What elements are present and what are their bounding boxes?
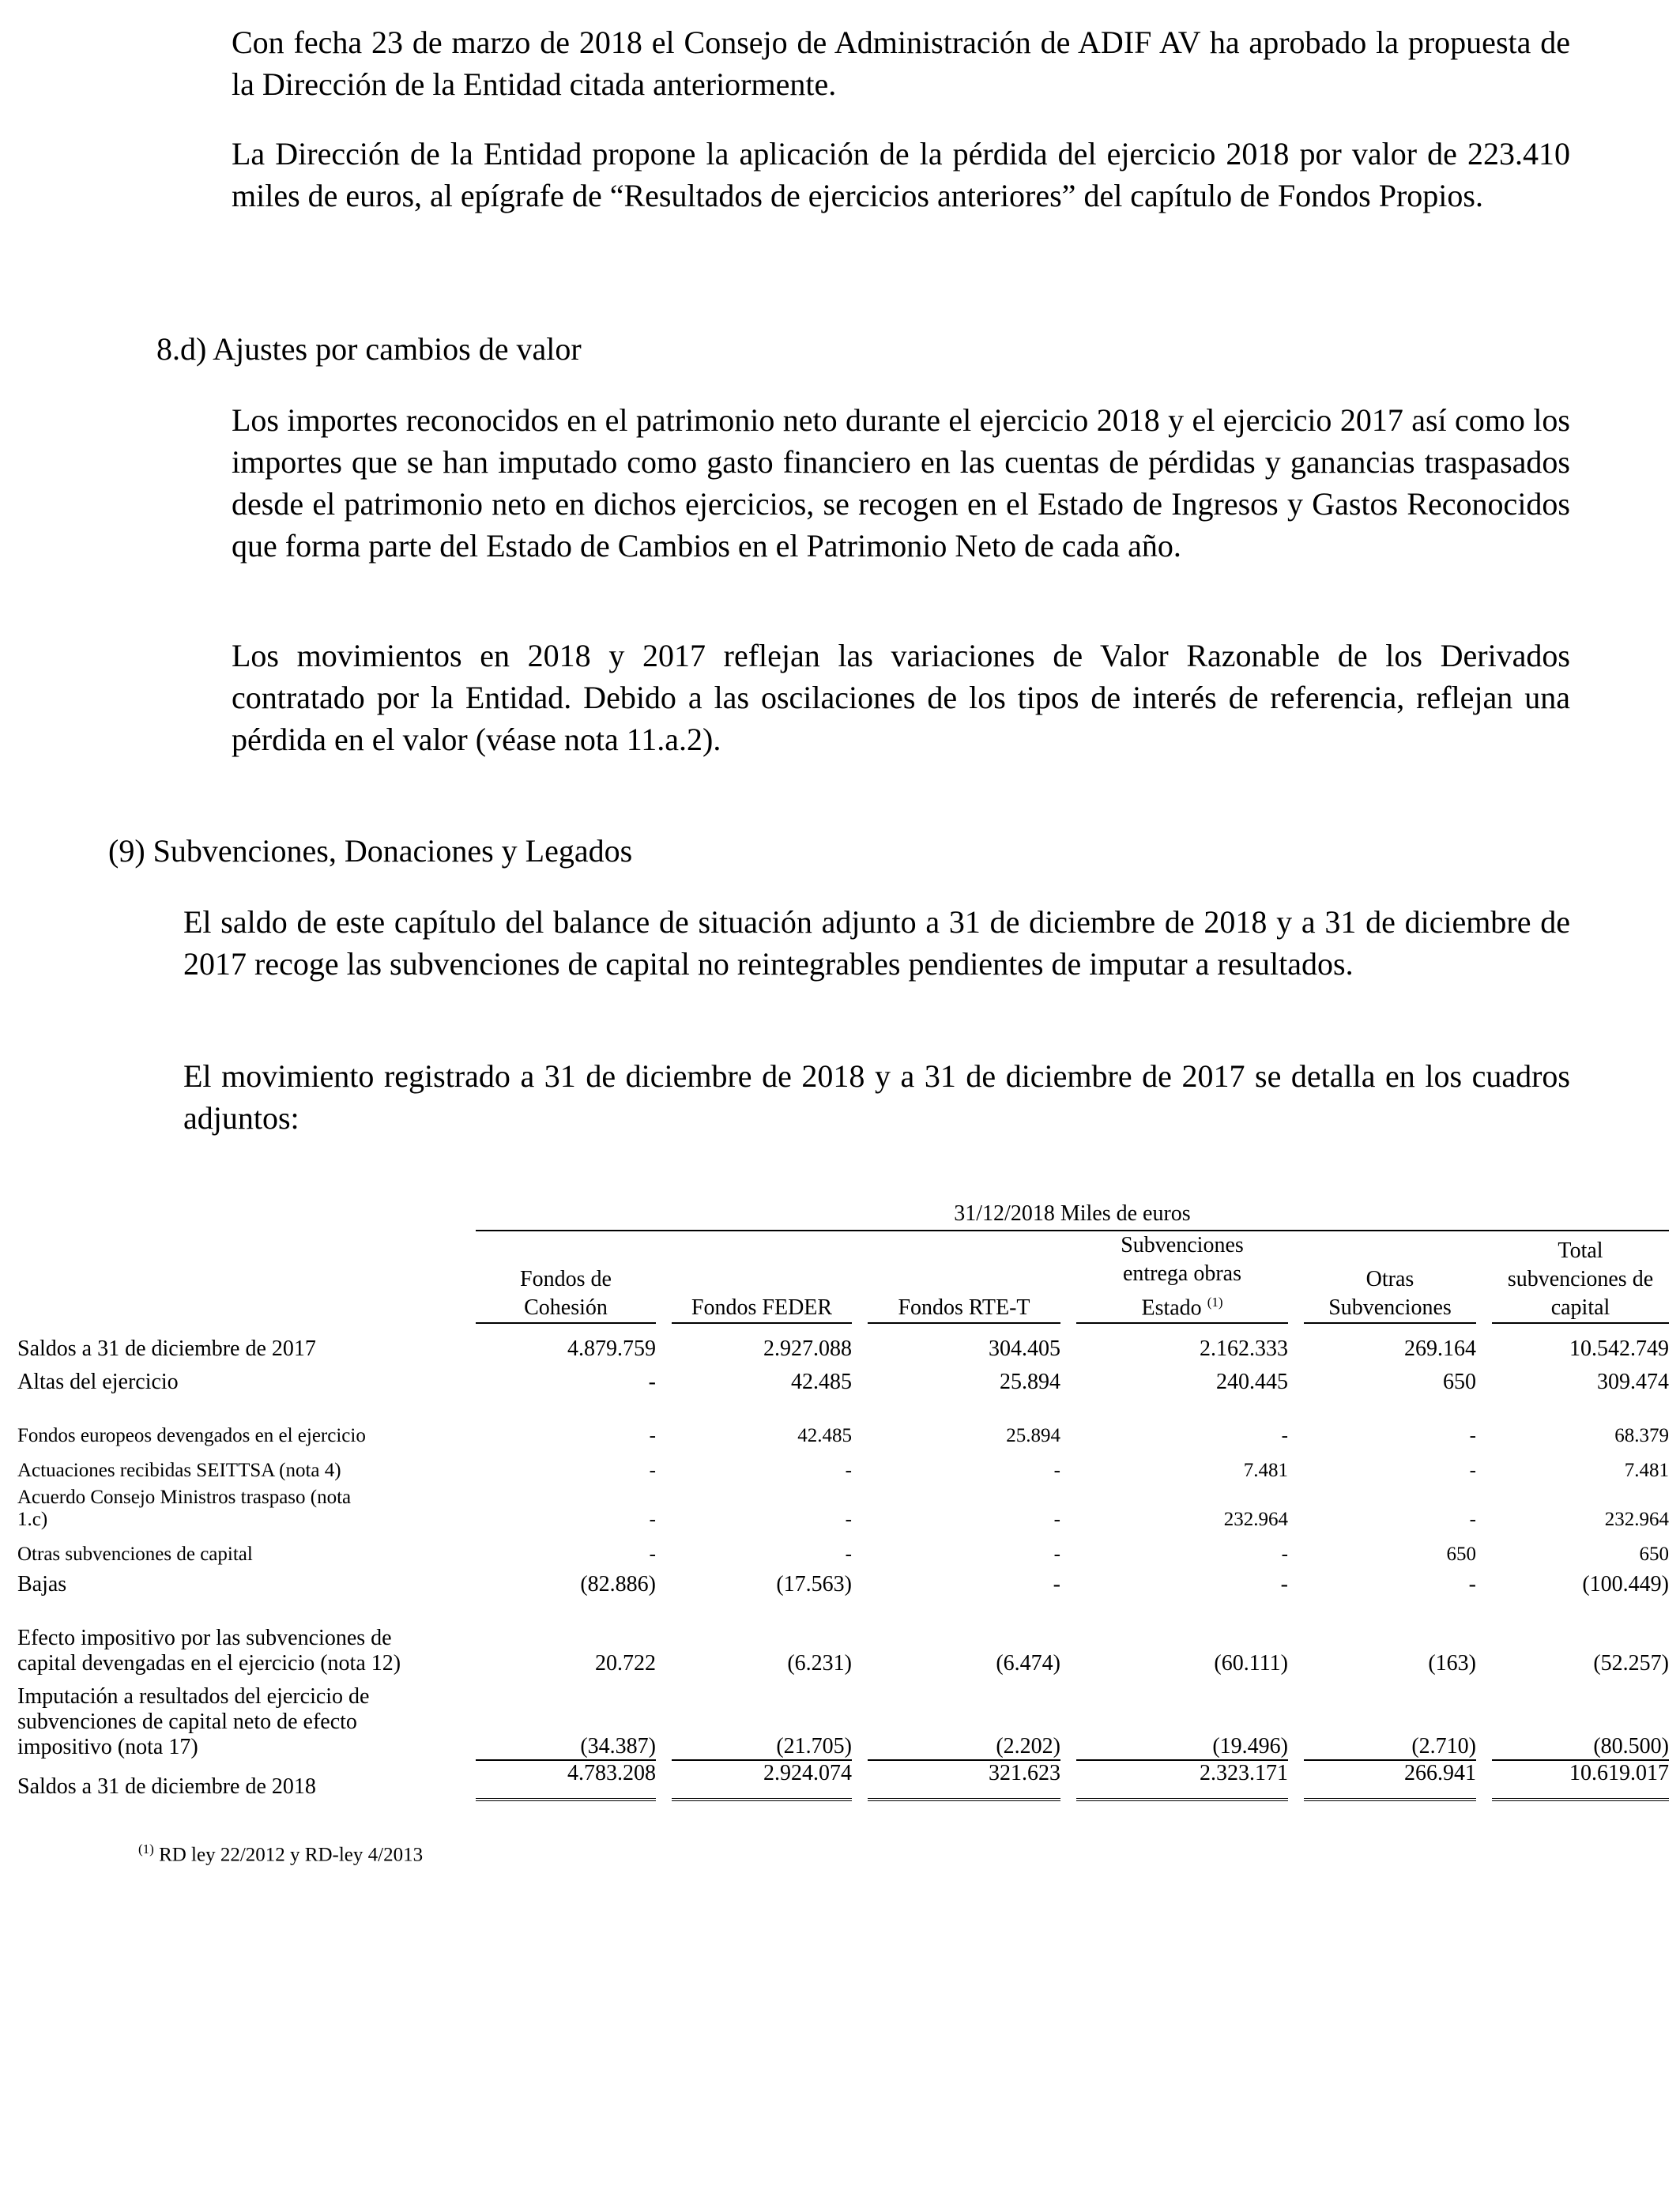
table-row: Efecto impositivo por las subvenciones de capital devengadas en el ejercicio (nota 12) 20.722 (6.231) (6.474) (60.111) (163) (52.257) — [17, 1626, 1669, 1676]
col-header-cohesion: Fondos de Cohesión — [476, 1265, 656, 1324]
paragraph-movement-detail: El movimiento registrado a 31 de diciembre de 2018 y a 31 de diciembre de 2017 se detalla en los cuadros adjuntos: — [183, 1058, 1570, 1136]
table-footnote: $^{(1)}$ RD ley 22/2012 y RD-ley 4/2013 — [138, 1842, 424, 1866]
col-header-total: Total subvenciones de capital — [1492, 1237, 1669, 1324]
table-total-row: Saldos a 31 de diciembre de 2018 4.783.208 2.924.074 321.623 2.323.171 266.941 10.619.017 — [17, 1761, 1669, 1800]
section-heading-8d: 8.d) Ajustes por cambios de valor — [156, 331, 582, 367]
table-period-header: 31/12/2018 Miles de euros — [476, 1197, 1669, 1231]
table-row: Saldos a 31 de diciembre de 2017 4.879.759 2.927.088 304.405 2.162.333 269.164 10.542.749 — [17, 1336, 1669, 1362]
col-header-estado: Subvenciones entrega obras Estado $^{(1)}$ — [1076, 1231, 1288, 1324]
subsidies-table — [17, 1197, 1669, 1801]
table-row: Otras subvenciones de capital - - - - 650 650 — [17, 1544, 1669, 1566]
table-row: Altas del ejercicio - 42.485 25.894 240.445 650 309.474 — [17, 1370, 1669, 1395]
table-row: Fondos europeos devengados en el ejercicio - 42.485 25.894 - - 68.379 — [17, 1425, 1669, 1447]
table-header-row — [17, 1231, 1669, 1324]
col-header-rtet: Fondos RTE-T — [868, 1294, 1060, 1324]
table-row: Imputación a resultados del ejercicio de subvenciones de capital neto de efecto impositivo (nota 17) (34.387) (21.705) (2.202) (19.496) (2.710) (80.500) — [17, 1684, 1669, 1760]
paragraph-amounts-recognized: Los importes reconocidos en el patrimonio neto durante el ejercicio 2018 y el ejercicio 2017 así como los importes que se han imputado como gasto financiero en las cuentas de pérdidas y ganancias traspasados desde el patrimonio neto en dichos ejercicios, se recogen en el Estado de Ingresos y Gastos Reconocidos que forma parte del Estado de Cambios en el Patrimonio Neto de cada año. — [232, 402, 1570, 564]
table-row: Acuerdo Consejo Ministros traspaso (nota 1.c) - - - 232.964 - 232.964 — [17, 1487, 1669, 1531]
paragraph-movements: Los movimientos en 2018 y 2017 reflejan las variaciones de Valor Razonable de los Derivados contratado por la Entidad. Debido a las oscilaciones de los tipos de interés de referencia, reflejan una pérdida en el valor (véase nota 11.a.2). — [232, 638, 1570, 757]
paragraph-balance: El saldo de este capítulo del balance de situación adjunto a 31 de diciembre de 2018 y a 31 de diciembre de 2017 recoge las subvenciones de capital no reintegrables pendientes de imputar a resultados. — [183, 904, 1570, 982]
paragraph-loss-application: La Dirección de la Entidad propone la aplicación de la pérdida del ejercicio 2018 por valor de 223.410 miles de euros, al epígrafe de “Resultados de ejercicios anteriores” del capítulo de Fondos Propios. — [232, 136, 1570, 213]
table-row: Actuaciones recibidas SEITTSA (nota 4) - - - 7.481 - 7.481 — [17, 1460, 1669, 1482]
col-header-otras: Otras Subvenciones — [1304, 1265, 1476, 1324]
table-row: Bajas (82.886) (17.563) - - - (100.449) — [17, 1572, 1669, 1597]
col-header-feder: Fondos FEDER — [672, 1294, 852, 1324]
paragraph-approval: Con fecha 23 de marzo de 2018 el Consejo de Administración de ADIF AV ha aprobado la propuesta de la Dirección de la Entidad citada anteriormente. — [232, 25, 1570, 102]
section-heading-9: (9) Subvenciones, Donaciones y Legados — [108, 833, 633, 869]
